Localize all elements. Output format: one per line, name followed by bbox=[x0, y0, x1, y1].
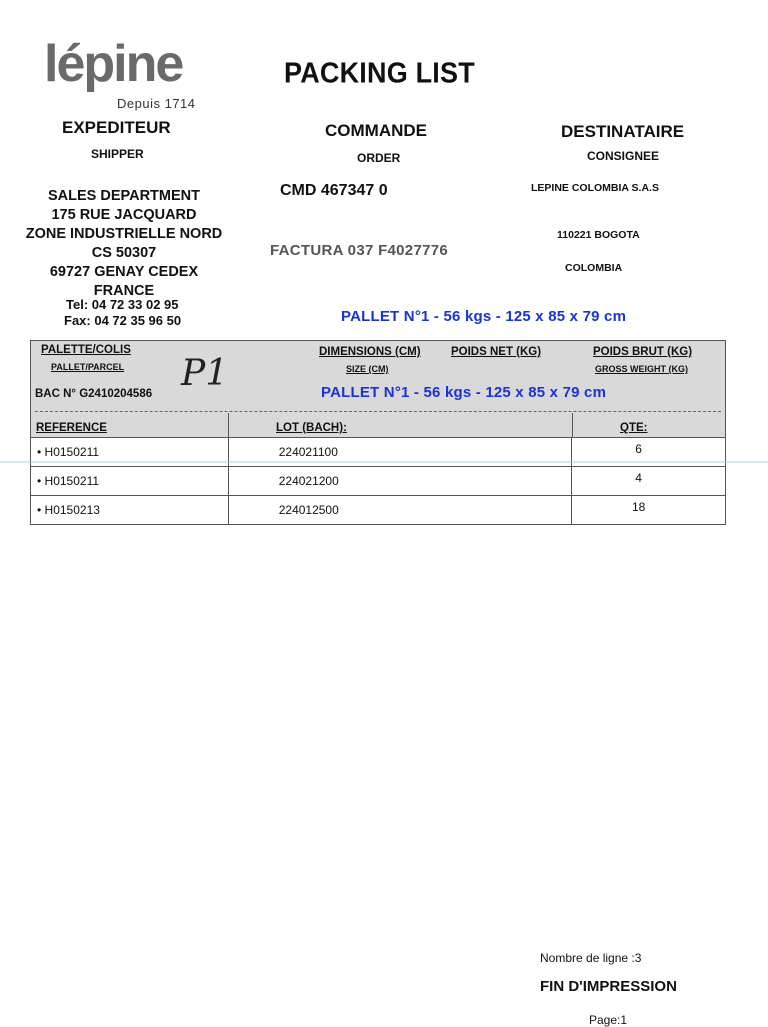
shipper-address-line: FRANCE bbox=[93, 283, 155, 299]
consignee-name: LEPINE COLOMBIA S.A.S bbox=[531, 182, 659, 194]
consignee-country: COLOMBIA bbox=[565, 262, 623, 274]
lot-cell: 224021200 bbox=[228, 467, 572, 496]
column-header-qty: QTE: bbox=[620, 422, 648, 434]
consignee-city: 110221 BOGOTA bbox=[557, 229, 640, 241]
header-divider bbox=[35, 411, 721, 412]
document-title: PACKING LIST bbox=[284, 57, 475, 89]
reference-cell: • H0150211 bbox=[31, 467, 229, 496]
bac-number: BAC N° G2410204586 bbox=[35, 388, 153, 400]
shipper-address bbox=[4, 187, 244, 301]
line-count: Nombre de ligne :3 bbox=[540, 951, 642, 965]
pallet-header-box bbox=[30, 340, 726, 438]
pallet-parcel-sublabel: PALLET/PARCEL bbox=[51, 362, 125, 372]
shipper-address-line: 175 RUE JACQUARD bbox=[51, 207, 197, 223]
gross-weight-sublabel: GROSS WEIGHT (KG) bbox=[595, 364, 688, 374]
consignee-heading: DESTINATAIRE bbox=[561, 122, 685, 141]
item-table bbox=[30, 437, 726, 525]
dimensions-sublabel: SIZE (CM) bbox=[346, 364, 389, 374]
table-row bbox=[31, 467, 726, 496]
shipper-heading: EXPEDITEUR bbox=[62, 118, 171, 137]
end-of-print: FIN D'IMPRESSION bbox=[540, 978, 677, 995]
shipper-address-line: 69727 GENAY CEDEX bbox=[49, 264, 199, 280]
pallet-parcel-label: PALETTE/COLIS bbox=[41, 344, 131, 356]
pallet-note: PALLET N°1 - 56 kgs - 125 x 85 x 79 cm bbox=[341, 308, 627, 325]
consignee-subheading: CONSIGNEE bbox=[587, 149, 660, 163]
invoice-number: FACTURA 037 F4027776 bbox=[270, 242, 449, 259]
order-number: CMD 467347 0 bbox=[280, 182, 388, 199]
qty-cell: 18 bbox=[572, 496, 726, 525]
order-subheading: ORDER bbox=[357, 151, 401, 165]
column-header-reference: REFERENCE bbox=[36, 422, 107, 434]
column-divider bbox=[572, 413, 573, 437]
shipper-address-line: CS 50307 bbox=[91, 245, 157, 261]
net-weight-label: POIDS NET (KG) bbox=[451, 346, 542, 358]
reference-cell: • H0150211 bbox=[31, 438, 229, 467]
page-number: Page:1 bbox=[589, 1013, 628, 1027]
shipper-fax: Fax: 04 72 35 96 50 bbox=[64, 313, 182, 328]
lot-cell: 224012500 bbox=[228, 496, 572, 525]
qty-cell: 6 bbox=[572, 438, 726, 467]
lot-cell: 224021100 bbox=[228, 438, 572, 467]
brand-logo: lépine bbox=[44, 35, 183, 93]
shipper-subheading: SHIPPER bbox=[91, 147, 144, 161]
dimensions-label: DIMENSIONS (CM) bbox=[319, 346, 421, 358]
qty-cell: 4 bbox=[572, 467, 726, 496]
table-row bbox=[31, 496, 726, 525]
brand-tagline: Depuis 1714 bbox=[117, 96, 196, 111]
pallet-note-in-table: PALLET N°1 - 56 kgs - 125 x 85 x 79 cm bbox=[321, 384, 607, 401]
shipper-tel: Tel: 04 72 33 02 95 bbox=[66, 297, 179, 312]
scan-artifact-line bbox=[0, 461, 768, 463]
gross-weight-label: POIDS BRUT (KG) bbox=[593, 346, 693, 358]
column-header-lot: LOT (BACH): bbox=[276, 422, 347, 434]
order-heading: COMMANDE bbox=[325, 121, 427, 140]
handwritten-pallet-mark: P1 bbox=[181, 353, 229, 394]
shipper-address-line: SALES DEPARTMENT bbox=[48, 188, 200, 204]
shipper-address-line: ZONE INDUSTRIELLE NORD bbox=[25, 226, 223, 242]
reference-cell: • H0150213 bbox=[31, 496, 229, 525]
column-divider bbox=[228, 413, 229, 437]
